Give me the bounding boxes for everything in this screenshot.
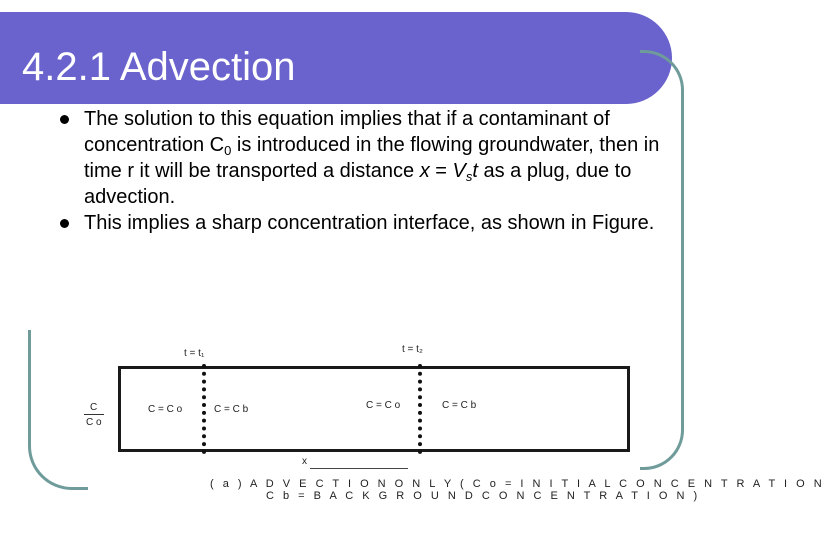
subscript: s: [465, 169, 473, 184]
ratio-denominator: C o: [86, 417, 102, 428]
bullet-text: The solution to this equation implies that if a contaminant of concentration C: [84, 108, 610, 156]
bullet-text: as a plug, due to advection.: [84, 160, 632, 208]
variable: V: [452, 160, 466, 182]
cell-label: C = C o: [148, 404, 183, 415]
bullet-text: =: [429, 160, 453, 182]
title-banner: [0, 12, 672, 104]
t2-label: t = t₂: [402, 344, 423, 355]
variable: t: [472, 160, 478, 182]
front-line-t2: [418, 364, 422, 454]
bullet-text: is introduced in the flowing groundwater, then in time r it will be transported a distance: [84, 134, 660, 182]
bullet-item: [58, 210, 678, 236]
bullet-list: [58, 106, 678, 236]
advection-figure: [80, 342, 825, 502]
slide-title: 4.2.1 Advection: [22, 45, 296, 89]
t1-label: t = t₁: [184, 348, 205, 359]
bullet-item: [58, 106, 678, 210]
variable: x: [419, 160, 430, 182]
bullet-dot-icon: [60, 115, 69, 124]
figure-caption: ( a ) A D V E C T I O N O N L Y ( C o = I N I T I A L C O N C E N T R A T I O N: [210, 478, 825, 490]
cell-label: C = C b: [442, 400, 477, 411]
x-axis-label: x: [302, 456, 307, 467]
figure-caption: C b = B A C K G R O U N D C O N C E N T R A T I O N ): [266, 490, 701, 502]
cell-label: C = C o: [366, 400, 401, 411]
ratio-numerator: C: [90, 402, 98, 413]
cell-label: C = C b: [214, 404, 249, 415]
front-line-t1: [202, 364, 206, 454]
bullet-text: This implies a sharp concentration interface, as shown in Figure.: [84, 212, 655, 234]
bullet-dot-icon: [60, 219, 69, 228]
x-axis-arrow: [310, 468, 408, 469]
slide-frame-left: [28, 330, 88, 490]
ratio-fraction-line: [84, 414, 104, 415]
subscript: 0: [224, 143, 232, 158]
